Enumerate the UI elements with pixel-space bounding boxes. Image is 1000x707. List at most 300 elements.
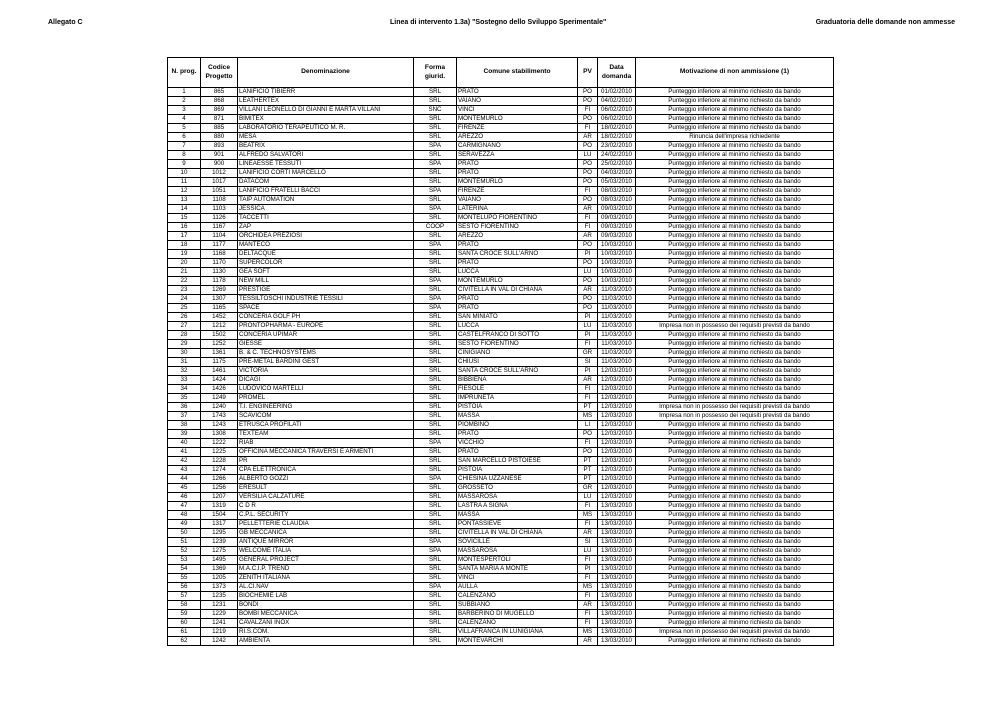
cell-pv: FI: [578, 124, 598, 133]
cell-motivazione: Punteggio inferiore al minimo richiesto da bando: [636, 106, 834, 115]
cell-prog: 29: [168, 340, 201, 349]
table-row: [168, 628, 834, 637]
cell-codice: 1369: [201, 565, 238, 574]
cell-denominazione: PROMEL: [238, 394, 414, 403]
cell-motivazione: Punteggio inferiore al minimo richiesto da bando: [636, 421, 834, 430]
cell-pv: FI: [578, 340, 598, 349]
table-row: [168, 196, 834, 205]
cell-denominazione: OFFICINA MECCANICA TRAVERSI E ARMENTI: [238, 448, 414, 457]
cell-pv: AR: [578, 601, 598, 610]
cell-denominazione: T.I. ENGINEERING: [238, 403, 414, 412]
cell-data: 13/03/2010: [598, 520, 636, 529]
cell-denominazione: B. & C. TECHNOSYSTEMS: [238, 349, 414, 358]
cell-prog: 13: [168, 196, 201, 205]
cell-comune: PRATO: [457, 304, 578, 313]
table-row: [168, 115, 834, 124]
cell-comune: GROSSETO: [457, 484, 578, 493]
cell-denominazione: AL.CI.NAV: [238, 583, 414, 592]
cell-prog: 26: [168, 313, 201, 322]
cell-data: 10/03/2010: [598, 268, 636, 277]
cell-forma: SPA: [414, 277, 457, 286]
cell-data: 01/02/2010: [598, 88, 636, 97]
col-header-data: Data domanda: [598, 58, 636, 88]
cell-denominazione: BIOCHEMIE LAB: [238, 592, 414, 601]
header-right: Graduatoria delle domande non ammesse: [815, 19, 955, 26]
col-header-prog: N. prog.: [168, 58, 201, 88]
cell-data: 11/03/2010: [598, 313, 636, 322]
cell-denominazione: SUPERCOLOR: [238, 259, 414, 268]
cell-forma: SRL: [414, 430, 457, 439]
cell-pv: PO: [578, 196, 598, 205]
cell-denominazione: SCAVICOM: [238, 412, 414, 421]
cell-data: 12/03/2010: [598, 430, 636, 439]
cell-prog: 28: [168, 331, 201, 340]
cell-prog: 24: [168, 295, 201, 304]
cell-forma: SRL: [414, 601, 457, 610]
table-row: [168, 169, 834, 178]
table-row: [168, 421, 834, 430]
cell-prog: 61: [168, 628, 201, 637]
table-row: [168, 304, 834, 313]
cell-codice: 885: [201, 124, 238, 133]
cell-denominazione: JESSICA: [238, 205, 414, 214]
cell-prog: 48: [168, 511, 201, 520]
cell-data: 25/02/2010: [598, 160, 636, 169]
cell-pv: PI: [578, 250, 598, 259]
cell-forma: SPA: [414, 547, 457, 556]
cell-prog: 59: [168, 610, 201, 619]
cell-pv: PO: [578, 430, 598, 439]
cell-prog: 25: [168, 304, 201, 313]
col-header-forma: Forma giurid.: [414, 58, 457, 88]
cell-data: 13/03/2010: [598, 502, 636, 511]
table-row: [168, 475, 834, 484]
col-header-comune: Comune stabilimento: [457, 58, 578, 88]
cell-forma: SRL: [414, 286, 457, 295]
table-body: [168, 88, 834, 646]
cell-data: 13/03/2010: [598, 619, 636, 628]
cell-comune: MASSAROSA: [457, 493, 578, 502]
cell-codice: 1012: [201, 169, 238, 178]
cell-prog: 4: [168, 115, 201, 124]
cell-prog: 19: [168, 250, 201, 259]
cell-denominazione: PRE-METAL BARDINI GEST: [238, 358, 414, 367]
cell-data: 06/02/2010: [598, 106, 636, 115]
cell-motivazione: Punteggio inferiore al minimo richiesto da bando: [636, 142, 834, 151]
cell-comune: MASSA: [457, 511, 578, 520]
cell-prog: 39: [168, 430, 201, 439]
cell-comune: FIRENZE: [457, 187, 578, 196]
cell-forma: SRL: [414, 457, 457, 466]
cell-motivazione: Punteggio inferiore al minimo richiesto da bando: [636, 295, 834, 304]
cell-denominazione: GEA SOFT: [238, 268, 414, 277]
cell-forma: SRL: [414, 250, 457, 259]
cell-denominazione: ALFREDO SALVATORI: [238, 151, 414, 160]
cell-comune: MONTEMURLO: [457, 115, 578, 124]
cell-pv: PO: [578, 304, 598, 313]
cell-codice: 865: [201, 88, 238, 97]
cell-motivazione: Punteggio inferiore al minimo richiesto da bando: [636, 385, 834, 394]
cell-forma: SPA: [414, 439, 457, 448]
cell-motivazione: Punteggio inferiore al minimo richiesto da bando: [636, 592, 834, 601]
cell-comune: CIVITELLA IN VAL DI CHIANA: [457, 286, 578, 295]
cell-denominazione: RIAB: [238, 439, 414, 448]
cell-forma: SRL: [414, 565, 457, 574]
cell-prog: 8: [168, 151, 201, 160]
cell-motivazione: Punteggio inferiore al minimo richiesto da bando: [636, 115, 834, 124]
cell-pv: MS: [578, 412, 598, 421]
cell-comune: MASSA: [457, 412, 578, 421]
cell-codice: 1103: [201, 205, 238, 214]
cell-comune: PRATO: [457, 430, 578, 439]
cell-motivazione: Punteggio inferiore al minimo richiesto da bando: [636, 565, 834, 574]
cell-motivazione: Punteggio inferiore al minimo richiesto da bando: [636, 637, 834, 646]
cell-comune: LUCCA: [457, 322, 578, 331]
cell-codice: 1373: [201, 583, 238, 592]
cell-pv: PO: [578, 259, 598, 268]
cell-comune: VICCHIO: [457, 439, 578, 448]
table-row: [168, 367, 834, 376]
cell-pv: FI: [578, 439, 598, 448]
cell-data: 08/03/2010: [598, 187, 636, 196]
cell-denominazione: NEW MILL: [238, 277, 414, 286]
cell-pv: FI: [578, 520, 598, 529]
cell-pv: FI: [578, 214, 598, 223]
cell-data: 11/03/2010: [598, 331, 636, 340]
cell-data: 08/03/2010: [598, 196, 636, 205]
cell-pv: FI: [578, 106, 598, 115]
cell-pv: FI: [578, 592, 598, 601]
cell-comune: CALENZANO: [457, 619, 578, 628]
cell-forma: SRL: [414, 268, 457, 277]
cell-prog: 56: [168, 583, 201, 592]
cell-forma: SRL: [414, 493, 457, 502]
table-row: [168, 511, 834, 520]
table-row: [168, 214, 834, 223]
cell-forma: SRL: [414, 214, 457, 223]
cell-motivazione: Punteggio inferiore al minimo richiesto da bando: [636, 538, 834, 547]
cell-pv: FI: [578, 385, 598, 394]
cell-data: 12/03/2010: [598, 493, 636, 502]
cell-denominazione: VERSILIA CALZATURE: [238, 493, 414, 502]
table-row: [168, 637, 834, 646]
cell-comune: LASTRA A SIGNA: [457, 502, 578, 511]
cell-data: 12/03/2010: [598, 421, 636, 430]
table-row: [168, 340, 834, 349]
cell-denominazione: LEATHERTEX: [238, 97, 414, 106]
table-row: [168, 97, 834, 106]
cell-data: 18/02/2010: [598, 124, 636, 133]
cell-forma: SRL: [414, 421, 457, 430]
cell-prog: 38: [168, 421, 201, 430]
cell-denominazione: WELCOME ITALIA: [238, 547, 414, 556]
cell-forma: SRL: [414, 610, 457, 619]
cell-pv: LU: [578, 493, 598, 502]
cell-prog: 30: [168, 349, 201, 358]
cell-pv: PO: [578, 97, 598, 106]
cell-prog: 27: [168, 322, 201, 331]
cell-motivazione: Punteggio inferiore al minimo richiesto da bando: [636, 529, 834, 538]
cell-comune: MONTELUPO FIORENTINO: [457, 214, 578, 223]
cell-pv: PO: [578, 277, 598, 286]
cell-data: 10/03/2010: [598, 241, 636, 250]
cell-forma: SRL: [414, 394, 457, 403]
cell-denominazione: CAVALZANI INOX: [238, 619, 414, 628]
cell-codice: 1308: [201, 430, 238, 439]
table-row: [168, 448, 834, 457]
cell-data: 09/03/2010: [598, 232, 636, 241]
cell-data: 11/03/2010: [598, 340, 636, 349]
cell-pv: PT: [578, 466, 598, 475]
cell-data: 04/02/2010: [598, 97, 636, 106]
cell-prog: 44: [168, 475, 201, 484]
cell-codice: 1239: [201, 538, 238, 547]
cell-motivazione: Punteggio inferiore al minimo richiesto da bando: [636, 484, 834, 493]
cell-forma: SRL: [414, 637, 457, 646]
cell-motivazione: Impresa non in possesso dei requisiti previsti da bando: [636, 628, 834, 637]
table-row: [168, 520, 834, 529]
cell-data: 09/03/2010: [598, 205, 636, 214]
cell-comune: BARBERINO DI MUGELLO: [457, 610, 578, 619]
cell-forma: SPA: [414, 304, 457, 313]
cell-data: 13/03/2010: [598, 610, 636, 619]
cell-data: 12/03/2010: [598, 394, 636, 403]
cell-pv: PO: [578, 88, 598, 97]
cell-prog: 57: [168, 592, 201, 601]
cell-codice: 1126: [201, 214, 238, 223]
table-row: [168, 205, 834, 214]
cell-comune: PRATO: [457, 295, 578, 304]
cell-motivazione: Punteggio inferiore al minimo richiesto da bando: [636, 178, 834, 187]
cell-prog: 12: [168, 187, 201, 196]
cell-prog: 3: [168, 106, 201, 115]
cell-pv: PO: [578, 178, 598, 187]
cell-denominazione: MANTECO: [238, 241, 414, 250]
cell-motivazione: Punteggio inferiore al minimo richiesto da bando: [636, 358, 834, 367]
cell-codice: 871: [201, 115, 238, 124]
cell-forma: SRL: [414, 313, 457, 322]
table-row: [168, 484, 834, 493]
cell-motivazione: Punteggio inferiore al minimo richiesto da bando: [636, 430, 834, 439]
cell-pv: AR: [578, 376, 598, 385]
cell-denominazione: AMBIENTA: [238, 637, 414, 646]
cell-motivazione: Punteggio inferiore al minimo richiesto da bando: [636, 349, 834, 358]
cell-motivazione: Punteggio inferiore al minimo richiesto da bando: [636, 196, 834, 205]
cell-motivazione: Punteggio inferiore al minimo richiesto da bando: [636, 520, 834, 529]
cell-comune: PISTOIA: [457, 466, 578, 475]
cell-denominazione: DELTACQUE: [238, 250, 414, 259]
cell-comune: CIVITELLA IN VAL DI CHIANA: [457, 529, 578, 538]
cell-codice: 1317: [201, 520, 238, 529]
cell-pv: AR: [578, 529, 598, 538]
cell-denominazione: ORCHIDEA PREZIOSI: [238, 232, 414, 241]
cell-pv: MS: [578, 511, 598, 520]
cell-codice: 1219: [201, 628, 238, 637]
cell-forma: SRL: [414, 340, 457, 349]
table-row: [168, 493, 834, 502]
cell-data: 10/03/2010: [598, 250, 636, 259]
cell-forma: SPA: [414, 160, 457, 169]
cell-codice: 1228: [201, 457, 238, 466]
cell-codice: 880: [201, 133, 238, 142]
cell-motivazione: Punteggio inferiore al minimo richiesto da bando: [636, 88, 834, 97]
cell-denominazione: ANTIQUE MIRROR: [238, 538, 414, 547]
cell-pv: PO: [578, 169, 598, 178]
cell-motivazione: Punteggio inferiore al minimo richiesto da bando: [636, 187, 834, 196]
cell-pv: PO: [578, 142, 598, 151]
cell-forma: SPA: [414, 142, 457, 151]
cell-pv: FI: [578, 394, 598, 403]
cell-forma: SRL: [414, 403, 457, 412]
cell-denominazione: LANIFICIO FRATELLI BACCI: [238, 187, 414, 196]
cell-pv: MS: [578, 628, 598, 637]
cell-comune: LATERINA: [457, 205, 578, 214]
table-row: [168, 394, 834, 403]
cell-denominazione: PRONTOPHARMA - EUROPE: [238, 322, 414, 331]
cell-prog: 35: [168, 394, 201, 403]
cell-data: 13/03/2010: [598, 565, 636, 574]
cell-motivazione: Punteggio inferiore al minimo richiesto da bando: [636, 574, 834, 583]
cell-pv: AR: [578, 637, 598, 646]
cell-codice: 1177: [201, 241, 238, 250]
cell-forma: SPA: [414, 475, 457, 484]
table-row: [168, 277, 834, 286]
cell-comune: VAIANO: [457, 97, 578, 106]
cell-data: 13/03/2010: [598, 592, 636, 601]
cell-comune: CHIESINA UZZANESE: [457, 475, 578, 484]
cell-prog: 54: [168, 565, 201, 574]
cell-codice: 1241: [201, 619, 238, 628]
table-row: [168, 556, 834, 565]
cell-denominazione: TAIP AUTOMATION: [238, 196, 414, 205]
cell-motivazione: Impresa non in possesso dei requisiti previsti da bando: [636, 412, 834, 421]
cell-denominazione: TACCETTI: [238, 214, 414, 223]
table-header-row: [168, 58, 834, 88]
cell-codice: 1165: [201, 304, 238, 313]
cell-data: 10/03/2010: [598, 259, 636, 268]
cell-pv: PO: [578, 115, 598, 124]
cell-data: 11/03/2010: [598, 304, 636, 313]
cell-motivazione: Punteggio inferiore al minimo richiesto da bando: [636, 97, 834, 106]
cell-comune: SESTO FIORENTINO: [457, 223, 578, 232]
cell-prog: 17: [168, 232, 201, 241]
cell-data: 12/03/2010: [598, 466, 636, 475]
cell-codice: 1256: [201, 484, 238, 493]
cell-pv: PT: [578, 403, 598, 412]
cell-pv: PI: [578, 565, 598, 574]
cell-prog: 34: [168, 385, 201, 394]
table-row: [168, 547, 834, 556]
cell-comune: PRATO: [457, 169, 578, 178]
cell-forma: SRL: [414, 556, 457, 565]
cell-motivazione: Punteggio inferiore al minimo richiesto da bando: [636, 214, 834, 223]
cell-motivazione: Punteggio inferiore al minimo richiesto da bando: [636, 286, 834, 295]
cell-denominazione: PELLETTERIE CLAUDIA: [238, 520, 414, 529]
cell-motivazione: Punteggio inferiore al minimo richiesto da bando: [636, 502, 834, 511]
cell-codice: 1461: [201, 367, 238, 376]
cell-denominazione: CONCERIA GOLF PH: [238, 313, 414, 322]
cell-denominazione: LUDOVICO MARTELLI: [238, 385, 414, 394]
cell-pv: LU: [578, 268, 598, 277]
cell-codice: 1051: [201, 187, 238, 196]
cell-motivazione: Punteggio inferiore al minimo richiesto da bando: [636, 232, 834, 241]
cell-forma: SRL: [414, 484, 457, 493]
cell-data: 13/03/2010: [598, 538, 636, 547]
cell-denominazione: ALBERTO GOZZI: [238, 475, 414, 484]
cell-forma: SRL: [414, 232, 457, 241]
cell-data: 13/03/2010: [598, 583, 636, 592]
cell-codice: 1275: [201, 547, 238, 556]
cell-motivazione: Punteggio inferiore al minimo richiesto da bando: [636, 610, 834, 619]
cell-codice: 1266: [201, 475, 238, 484]
table-row: [168, 133, 834, 142]
cell-prog: 50: [168, 529, 201, 538]
cell-pv: FI: [578, 556, 598, 565]
table-row: [168, 376, 834, 385]
cell-data: 13/03/2010: [598, 637, 636, 646]
table-row: [168, 538, 834, 547]
cell-denominazione: VILLANI LEONELLO DI GIANNI E MARTA VILLANI: [238, 106, 414, 115]
table-row: [168, 241, 834, 250]
cell-denominazione: RI.S.COM.: [238, 628, 414, 637]
cell-denominazione: CPA ELETTRONICA: [238, 466, 414, 475]
cell-pv: AR: [578, 133, 598, 142]
cell-motivazione: Punteggio inferiore al minimo richiesto da bando: [636, 367, 834, 376]
col-header-denominazione: Denominazione: [238, 58, 414, 88]
cell-data: 13/03/2010: [598, 511, 636, 520]
cell-forma: SPA: [414, 241, 457, 250]
cell-prog: 10: [168, 169, 201, 178]
table-row: [168, 439, 834, 448]
cell-codice: 1167: [201, 223, 238, 232]
cell-denominazione: VICTORIA: [238, 367, 414, 376]
cell-pv: LU: [578, 151, 598, 160]
cell-denominazione: BOMBI MECCANICA: [238, 610, 414, 619]
cell-comune: SOVICILLE: [457, 538, 578, 547]
cell-forma: SRL: [414, 466, 457, 475]
cell-codice: 1361: [201, 349, 238, 358]
cell-pv: LU: [578, 322, 598, 331]
cell-codice: 1243: [201, 421, 238, 430]
cell-forma: SRL: [414, 376, 457, 385]
col-header-codice: Codice Progetto: [201, 58, 238, 88]
cell-forma: SRL: [414, 169, 457, 178]
cell-comune: PRATO: [457, 88, 578, 97]
cell-prog: 47: [168, 502, 201, 511]
cell-motivazione: Punteggio inferiore al minimo richiesto da bando: [636, 277, 834, 286]
cell-denominazione: ZENITH ITALIANA: [238, 574, 414, 583]
cell-comune: SUBBIANO: [457, 601, 578, 610]
cell-forma: SRL: [414, 322, 457, 331]
cell-forma: SRL: [414, 133, 457, 142]
cell-prog: 1: [168, 88, 201, 97]
cell-data: 12/03/2010: [598, 367, 636, 376]
cell-comune: MONTEVARCHI: [457, 637, 578, 646]
cell-codice: 1424: [201, 376, 238, 385]
cell-denominazione: PR: [238, 457, 414, 466]
cell-pv: LI: [578, 421, 598, 430]
cell-comune: FIRENZE: [457, 124, 578, 133]
cell-comune: VINCI: [457, 106, 578, 115]
cell-prog: 52: [168, 547, 201, 556]
cell-data: 12/03/2010: [598, 457, 636, 466]
cell-codice: 1252: [201, 340, 238, 349]
cell-comune: SANTA CROCE SULL'ARNO: [457, 367, 578, 376]
cell-denominazione: C D R: [238, 502, 414, 511]
cell-codice: 900: [201, 160, 238, 169]
cell-codice: 1495: [201, 556, 238, 565]
cell-pv: PT: [578, 457, 598, 466]
